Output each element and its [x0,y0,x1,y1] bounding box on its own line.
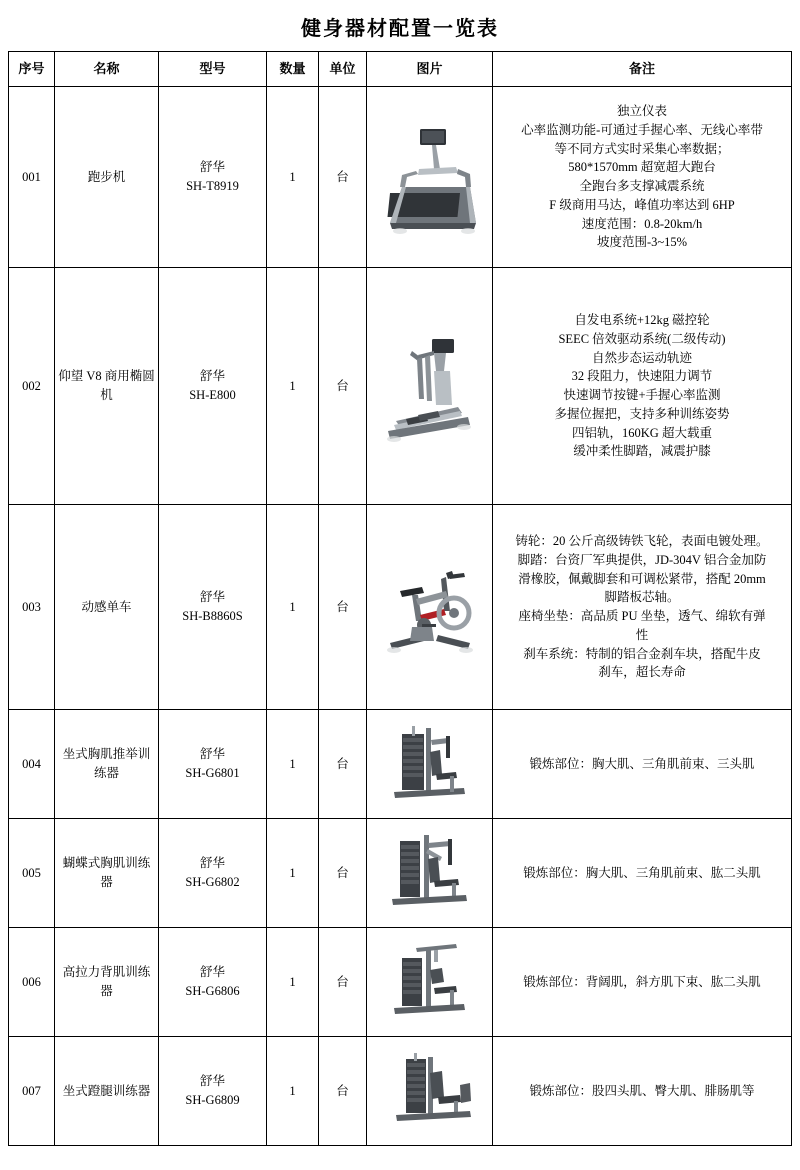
cell-unit: 台 [319,710,367,819]
cell-model [159,268,267,505]
note-line: 脚踏：台资厂军典提供，JD-304V 铝合金加防 [517,552,767,567]
cell-name: 蝴蝶式胸肌训练器 [55,819,159,928]
lat-pulldown-photo [371,936,489,1028]
note-line: 32 段阻力，快速阻力调节 [571,369,713,384]
note-line: 全跑台多支撑减震系统 [579,179,705,193]
note-line: 锻炼部位：股四头肌、臀大肌、腓肠肌等 [529,1083,755,1098]
equipment-table [8,51,792,1146]
table-header-row [9,52,792,87]
cell-unit: 台 [319,268,367,505]
cell-brand-text: 舒华 [199,1074,225,1089]
cell-model [159,819,267,928]
note-line: 坡度范围-3~15% [596,235,688,250]
note-line: 等不同方式实时采集心率数据； [554,141,730,156]
column-header-note: 备注 [493,52,792,87]
note-line: 缓冲柔性脚踏，减震护膝 [573,444,711,459]
cell-model [159,505,267,710]
cell-model [159,1037,267,1146]
cell-unit: 台 [319,505,367,710]
cell-no: 003 [9,505,55,710]
cell-note [493,87,792,268]
cell-qty: 1 [267,710,319,819]
column-header-image: 图片 [367,52,493,87]
cell-image [367,1037,493,1146]
cell-model-text: SH-G6802 [185,875,240,889]
cell-brand-text: 舒华 [199,747,225,762]
cell-no: 001 [9,87,55,268]
note-line: 自发电系统+12kg 磁控轮 [574,313,710,327]
note-line: SEEC 倍效驱动系统(二级传动) [558,331,726,346]
pec-fly-photo [371,827,489,919]
column-header-unit: 单位 [319,52,367,87]
cell-qty: 1 [267,505,319,710]
chest-press-photo [371,718,489,810]
cell-note [493,1037,792,1146]
cell-image [367,268,493,505]
treadmill-photo [371,117,489,237]
cell-brand-text: 舒华 [199,965,225,980]
note-line: 锻炼部位：胸大肌、三角肌前束、肱二头肌 [523,865,761,880]
cell-qty: 1 [267,268,319,505]
note-line: 独立仪表 [616,104,667,118]
note-line: 四铝轨，160KG 超大载重 [572,425,712,440]
column-header-model: 型号 [159,52,267,87]
note-line: 刹车系统：特制的铝合金刹车块，搭配牛皮 [523,646,761,661]
table-row [9,87,792,268]
leg-press-photo [371,1045,489,1137]
cell-image [367,819,493,928]
note-line: 自然步态运动轨迹 [591,350,692,365]
cell-unit: 台 [319,87,367,268]
cell-model-text: SH-G6809 [185,1093,240,1107]
elliptical-photo [371,321,489,451]
cell-model [159,710,267,819]
table-row [9,1037,792,1146]
note-line: 多握位握把，支持多种训练姿势 [554,406,730,421]
cell-brand-text: 舒华 [199,856,225,871]
cell-brand-text: 舒华 [199,369,225,384]
cell-image [367,87,493,268]
note-line: 锻炼部位：背阔肌，斜方肌下束、肱二头肌 [523,974,761,989]
cell-qty: 1 [267,928,319,1037]
cell-model-text: SH-G6806 [185,984,240,998]
table-row [9,928,792,1037]
cell-note [493,928,792,1037]
cell-note [493,819,792,928]
cell-no: 005 [9,819,55,928]
column-header-no: 序号 [9,52,55,87]
cell-model [159,87,267,268]
cell-note [493,268,792,505]
note-line: 性 [635,627,649,642]
cell-name: 坐式蹬腿训练器 [55,1037,159,1146]
note-line: 快速调节按键+手握心率监测 [563,388,721,402]
note-line: 滑橡胶，佩戴脚套和可调松紧带，搭配 20mm [518,571,766,586]
page-title: 健身器材配置一览表 [301,18,499,40]
cell-model-text: SH-T8919 [186,179,239,193]
column-header-qty: 数量 [267,52,319,87]
note-line: 580*1570mm 超宽超大跑台 [568,160,716,175]
table-row [9,819,792,928]
cell-name: 跑步机 [55,87,159,268]
cell-brand-text: 舒华 [199,590,225,605]
table-row [9,268,792,505]
cell-qty: 1 [267,1037,319,1146]
cell-name: 仰望 V8 商用椭圆机 [55,268,159,505]
cell-name: 高拉力背肌训练器 [55,928,159,1037]
cell-model [159,928,267,1037]
column-header-name: 名称 [55,52,159,87]
note-line: 铸轮：20 公斤高级铸铁飞轮，表面电镀处理。 [515,534,769,548]
table-row [9,505,792,710]
cell-image [367,928,493,1037]
cell-no: 004 [9,710,55,819]
note-line: 脚踏板芯轴。 [604,590,680,605]
cell-brand-text: 舒华 [199,160,225,175]
cell-model-text: SH-G6801 [185,766,240,780]
table-row [9,710,792,819]
cell-no: 007 [9,1037,55,1146]
cell-name: 动感单车 [55,505,159,710]
note-line: 心率监测功能-可通过手握心率、无线心率带 [521,122,763,137]
cell-qty: 1 [267,819,319,928]
cell-model-text: SH-E800 [189,388,236,402]
spin-bike-photo [371,551,489,663]
cell-unit: 台 [319,1037,367,1146]
cell-note [493,710,792,819]
cell-name: 坐式胸肌推举训练器 [55,710,159,819]
note-line: 锻炼部位：胸大肌、三角肌前束、三头肌 [529,756,755,771]
cell-no: 006 [9,928,55,1037]
note-line: 刹车，超长寿命 [598,665,686,680]
cell-image [367,505,493,710]
cell-unit: 台 [319,819,367,928]
note-line: 座椅坐垫：高品质 PU 坐垫，透气、绵软有弹 [518,609,766,623]
note-line: F 级商用马达，峰值功率达到 6HP [549,197,735,212]
note-line: 速度范围：0.8-20km/h [581,216,703,231]
cell-no: 002 [9,268,55,505]
cell-qty: 1 [267,87,319,268]
cell-model-text: SH-B8860S [182,609,243,623]
cell-note [493,505,792,710]
cell-image [367,710,493,819]
cell-unit: 台 [319,928,367,1037]
